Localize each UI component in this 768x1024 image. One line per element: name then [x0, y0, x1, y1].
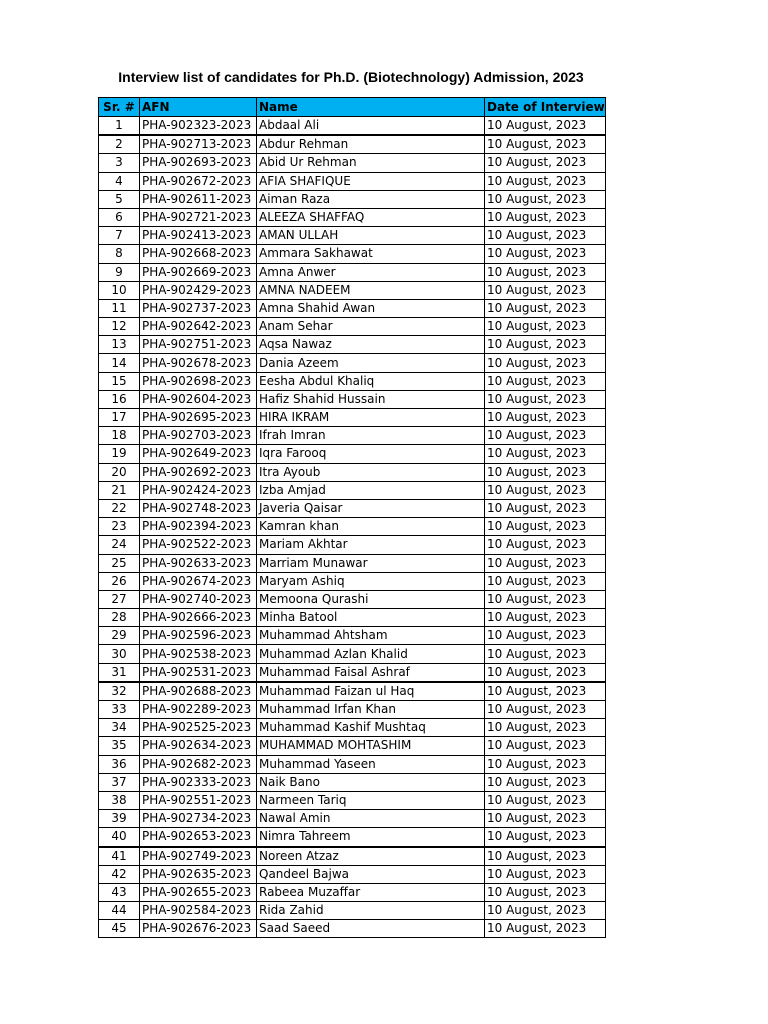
cell-date: 10 August, 2023 [485, 245, 606, 263]
cell-date: 10 August, 2023 [485, 902, 606, 920]
cell-name: Hafiz Shahid Hussain [257, 390, 485, 408]
cell-date: 10 August, 2023 [485, 701, 606, 719]
table-row [99, 390, 606, 408]
table-row [99, 920, 606, 938]
cell-afn: PHA-902649-2023 [140, 445, 257, 463]
cell-name: Naik Bano [257, 773, 485, 791]
cell-afn: PHA-902668-2023 [140, 245, 257, 263]
cell-afn: PHA-902429-2023 [140, 281, 257, 299]
table-row [99, 791, 606, 809]
cell-afn: PHA-902669-2023 [140, 263, 257, 281]
cell-afn: PHA-902522-2023 [140, 536, 257, 554]
cell-afn: PHA-902695-2023 [140, 409, 257, 427]
cell-date: 10 August, 2023 [485, 865, 606, 883]
cell-afn: PHA-902676-2023 [140, 920, 257, 938]
cell-date: 10 August, 2023 [485, 663, 606, 682]
cell-name: Muhammad Irfan Khan [257, 701, 485, 719]
cell-date: 10 August, 2023 [485, 755, 606, 773]
cell-afn: PHA-902698-2023 [140, 372, 257, 390]
cell-date: 10 August, 2023 [485, 828, 606, 847]
cell-date: 10 August, 2023 [485, 263, 606, 281]
cell-afn: PHA-902655-2023 [140, 883, 257, 901]
table-row [99, 536, 606, 554]
cell-afn: PHA-902394-2023 [140, 518, 257, 536]
cell-serial: 8 [99, 245, 140, 263]
table-row [99, 847, 606, 866]
cell-name: Kamran khan [257, 518, 485, 536]
cell-serial: 28 [99, 609, 140, 627]
cell-name: Nimra Tahreem [257, 828, 485, 847]
cell-name: Mariam Akhtar [257, 536, 485, 554]
cell-name: Abdur Rehman [257, 135, 485, 154]
cell-date: 10 August, 2023 [485, 645, 606, 663]
cell-name: Iqra Farooq [257, 445, 485, 463]
table-row [99, 154, 606, 172]
table-header-row [99, 98, 606, 117]
table-row [99, 135, 606, 154]
cell-serial: 2 [99, 135, 140, 154]
table-row [99, 773, 606, 791]
column-header-afn: AFN [140, 98, 257, 117]
cell-name: MUHAMMAD MOHTASHIM [257, 737, 485, 755]
cell-date: 10 August, 2023 [485, 518, 606, 536]
table-row [99, 645, 606, 663]
cell-name: Izba Amjad [257, 481, 485, 499]
cell-serial: 21 [99, 481, 140, 499]
table-row [99, 554, 606, 572]
table-row [99, 263, 606, 281]
cell-afn: PHA-902737-2023 [140, 299, 257, 317]
table-row [99, 117, 606, 136]
cell-afn: PHA-902653-2023 [140, 828, 257, 847]
cell-date: 10 August, 2023 [485, 372, 606, 390]
cell-name: Rida Zahid [257, 902, 485, 920]
cell-serial: 45 [99, 920, 140, 938]
table-row [99, 427, 606, 445]
table-row [99, 572, 606, 590]
cell-serial: 29 [99, 627, 140, 645]
cell-name: Abid Ur Rehman [257, 154, 485, 172]
cell-name: ALEEZA SHAFFAQ [257, 208, 485, 226]
table-row [99, 227, 606, 245]
cell-date: 10 August, 2023 [485, 773, 606, 791]
cell-afn: PHA-902551-2023 [140, 791, 257, 809]
cell-serial: 26 [99, 572, 140, 590]
table-row [99, 172, 606, 190]
cell-afn: PHA-902678-2023 [140, 354, 257, 372]
cell-serial: 16 [99, 390, 140, 408]
cell-serial: 20 [99, 463, 140, 481]
cell-serial: 3 [99, 154, 140, 172]
cell-serial: 1 [99, 117, 140, 136]
cell-name: Aiman Raza [257, 190, 485, 208]
cell-date: 10 August, 2023 [485, 409, 606, 427]
cell-serial: 38 [99, 791, 140, 809]
cell-date: 10 August, 2023 [485, 536, 606, 554]
cell-serial: 30 [99, 645, 140, 663]
cell-serial: 4 [99, 172, 140, 190]
cell-serial: 23 [99, 518, 140, 536]
cell-serial: 15 [99, 372, 140, 390]
cell-date: 10 August, 2023 [485, 299, 606, 317]
table-row [99, 336, 606, 354]
cell-afn: PHA-902693-2023 [140, 154, 257, 172]
table-row [99, 190, 606, 208]
cell-name: Ifrah Imran [257, 427, 485, 445]
cell-serial: 34 [99, 719, 140, 737]
cell-date: 10 August, 2023 [485, 481, 606, 499]
cell-serial: 5 [99, 190, 140, 208]
cell-name: Ammara Sakhawat [257, 245, 485, 263]
cell-serial: 13 [99, 336, 140, 354]
column-header-name: Name [257, 98, 485, 117]
cell-name: Rabeea Muzaffar [257, 883, 485, 901]
cell-name: Muhammad Faisal Ashraf [257, 663, 485, 682]
table-row [99, 463, 606, 481]
table-row [99, 719, 606, 737]
table-row [99, 828, 606, 847]
cell-afn: PHA-902584-2023 [140, 902, 257, 920]
cell-afn: PHA-902642-2023 [140, 318, 257, 336]
cell-name: Anam Sehar [257, 318, 485, 336]
table-row [99, 318, 606, 336]
cell-afn: PHA-902538-2023 [140, 645, 257, 663]
table-body [99, 117, 606, 938]
cell-serial: 6 [99, 208, 140, 226]
cell-name: HIRA IKRAM [257, 409, 485, 427]
cell-date: 10 August, 2023 [485, 719, 606, 737]
cell-afn: PHA-902666-2023 [140, 609, 257, 627]
cell-afn: PHA-902634-2023 [140, 737, 257, 755]
cell-date: 10 August, 2023 [485, 445, 606, 463]
table-row [99, 299, 606, 317]
cell-serial: 24 [99, 536, 140, 554]
table-row [99, 281, 606, 299]
cell-name: Nawal Amin [257, 810, 485, 828]
table-row [99, 518, 606, 536]
cell-date: 10 August, 2023 [485, 627, 606, 645]
cell-date: 10 August, 2023 [485, 117, 606, 136]
cell-date: 10 August, 2023 [485, 390, 606, 408]
cell-name: Maryam Ashiq [257, 572, 485, 590]
cell-afn: PHA-902424-2023 [140, 481, 257, 499]
cell-name: Amna Anwer [257, 263, 485, 281]
table-row [99, 208, 606, 226]
cell-date: 10 August, 2023 [485, 135, 606, 154]
cell-afn: PHA-902596-2023 [140, 627, 257, 645]
document-title: Interview list of candidates for Ph.D. (Biotechnology) Admission, 2023 [118, 69, 584, 85]
cell-date: 10 August, 2023 [485, 281, 606, 299]
cell-serial: 18 [99, 427, 140, 445]
cell-afn: PHA-902688-2023 [140, 682, 257, 701]
table-row [99, 499, 606, 517]
cell-date: 10 August, 2023 [485, 847, 606, 866]
table-row [99, 865, 606, 883]
cell-afn: PHA-902674-2023 [140, 572, 257, 590]
cell-serial: 42 [99, 865, 140, 883]
table-row [99, 354, 606, 372]
cell-name: Aqsa Nawaz [257, 336, 485, 354]
cell-serial: 17 [99, 409, 140, 427]
cell-serial: 11 [99, 299, 140, 317]
cell-name: Memoona Qurashi [257, 590, 485, 608]
table-row [99, 627, 606, 645]
cell-date: 10 August, 2023 [485, 499, 606, 517]
cell-name: Dania Azeem [257, 354, 485, 372]
cell-serial: 14 [99, 354, 140, 372]
cell-serial: 36 [99, 755, 140, 773]
cell-afn: PHA-902611-2023 [140, 190, 257, 208]
cell-afn: PHA-902740-2023 [140, 590, 257, 608]
table-row [99, 409, 606, 427]
table-row [99, 609, 606, 627]
cell-afn: PHA-902703-2023 [140, 427, 257, 445]
table-row [99, 481, 606, 499]
table-row [99, 810, 606, 828]
cell-date: 10 August, 2023 [485, 154, 606, 172]
table-row [99, 755, 606, 773]
cell-name: Muhammad Yaseen [257, 755, 485, 773]
cell-afn: PHA-902672-2023 [140, 172, 257, 190]
cell-date: 10 August, 2023 [485, 190, 606, 208]
cell-serial: 44 [99, 902, 140, 920]
cell-date: 10 August, 2023 [485, 737, 606, 755]
cell-date: 10 August, 2023 [485, 172, 606, 190]
cell-date: 10 August, 2023 [485, 590, 606, 608]
candidates-table [98, 97, 606, 938]
cell-afn: PHA-902289-2023 [140, 701, 257, 719]
column-header-date: Date of Interview [485, 98, 606, 117]
cell-afn: PHA-902713-2023 [140, 135, 257, 154]
cell-serial: 40 [99, 828, 140, 847]
table-row [99, 883, 606, 901]
table-row [99, 902, 606, 920]
cell-serial: 31 [99, 663, 140, 682]
cell-serial: 41 [99, 847, 140, 866]
cell-date: 10 August, 2023 [485, 810, 606, 828]
cell-date: 10 August, 2023 [485, 791, 606, 809]
cell-name: Minha Batool [257, 609, 485, 627]
cell-serial: 27 [99, 590, 140, 608]
cell-name: Muhammad Ahtsham [257, 627, 485, 645]
cell-date: 10 August, 2023 [485, 682, 606, 701]
cell-afn: PHA-902721-2023 [140, 208, 257, 226]
cell-serial: 35 [99, 737, 140, 755]
cell-afn: PHA-902751-2023 [140, 336, 257, 354]
table-row [99, 701, 606, 719]
table-row [99, 737, 606, 755]
cell-date: 10 August, 2023 [485, 463, 606, 481]
cell-date: 10 August, 2023 [485, 609, 606, 627]
cell-afn: PHA-902734-2023 [140, 810, 257, 828]
cell-name: Muhammad Faizan ul Haq [257, 682, 485, 701]
cell-date: 10 August, 2023 [485, 354, 606, 372]
cell-date: 10 August, 2023 [485, 554, 606, 572]
table-row [99, 663, 606, 682]
cell-name: Noreen Atzaz [257, 847, 485, 866]
table-row [99, 682, 606, 701]
cell-name: Qandeel Bajwa [257, 865, 485, 883]
cell-afn: PHA-902635-2023 [140, 865, 257, 883]
cell-serial: 25 [99, 554, 140, 572]
cell-afn: PHA-902749-2023 [140, 847, 257, 866]
cell-serial: 19 [99, 445, 140, 463]
column-header-serial: Sr. # [99, 98, 140, 117]
cell-name: Narmeen Tariq [257, 791, 485, 809]
cell-afn: PHA-902413-2023 [140, 227, 257, 245]
cell-name: Javeria Qaisar [257, 499, 485, 517]
cell-serial: 43 [99, 883, 140, 901]
cell-afn: PHA-902333-2023 [140, 773, 257, 791]
cell-name: AMAN ULLAH [257, 227, 485, 245]
table-row [99, 445, 606, 463]
table-row [99, 372, 606, 390]
cell-date: 10 August, 2023 [485, 920, 606, 938]
cell-name: Muhammad Azlan Khalid [257, 645, 485, 663]
cell-serial: 22 [99, 499, 140, 517]
cell-afn: PHA-902633-2023 [140, 554, 257, 572]
cell-date: 10 August, 2023 [485, 208, 606, 226]
cell-serial: 7 [99, 227, 140, 245]
cell-name: Abdaal Ali [257, 117, 485, 136]
cell-date: 10 August, 2023 [485, 318, 606, 336]
cell-serial: 10 [99, 281, 140, 299]
cell-date: 10 August, 2023 [485, 227, 606, 245]
table-row [99, 245, 606, 263]
cell-afn: PHA-902604-2023 [140, 390, 257, 408]
cell-date: 10 August, 2023 [485, 572, 606, 590]
cell-name: Amna Shahid Awan [257, 299, 485, 317]
cell-afn: PHA-902748-2023 [140, 499, 257, 517]
cell-afn: PHA-902682-2023 [140, 755, 257, 773]
cell-serial: 9 [99, 263, 140, 281]
cell-name: AMNA NADEEM [257, 281, 485, 299]
cell-afn: PHA-902531-2023 [140, 663, 257, 682]
cell-serial: 32 [99, 682, 140, 701]
cell-date: 10 August, 2023 [485, 336, 606, 354]
cell-name: Itra Ayoub [257, 463, 485, 481]
cell-name: Muhammad Kashif Mushtaq [257, 719, 485, 737]
cell-afn: PHA-902692-2023 [140, 463, 257, 481]
cell-serial: 37 [99, 773, 140, 791]
cell-name: AFIA SHAFIQUE [257, 172, 485, 190]
cell-name: Marriam Munawar [257, 554, 485, 572]
cell-serial: 39 [99, 810, 140, 828]
cell-name: Saad Saeed [257, 920, 485, 938]
cell-afn: PHA-902323-2023 [140, 117, 257, 136]
cell-afn: PHA-902525-2023 [140, 719, 257, 737]
cell-serial: 33 [99, 701, 140, 719]
cell-date: 10 August, 2023 [485, 427, 606, 445]
table-row [99, 590, 606, 608]
cell-date: 10 August, 2023 [485, 883, 606, 901]
cell-name: Eesha Abdul Khaliq [257, 372, 485, 390]
cell-serial: 12 [99, 318, 140, 336]
